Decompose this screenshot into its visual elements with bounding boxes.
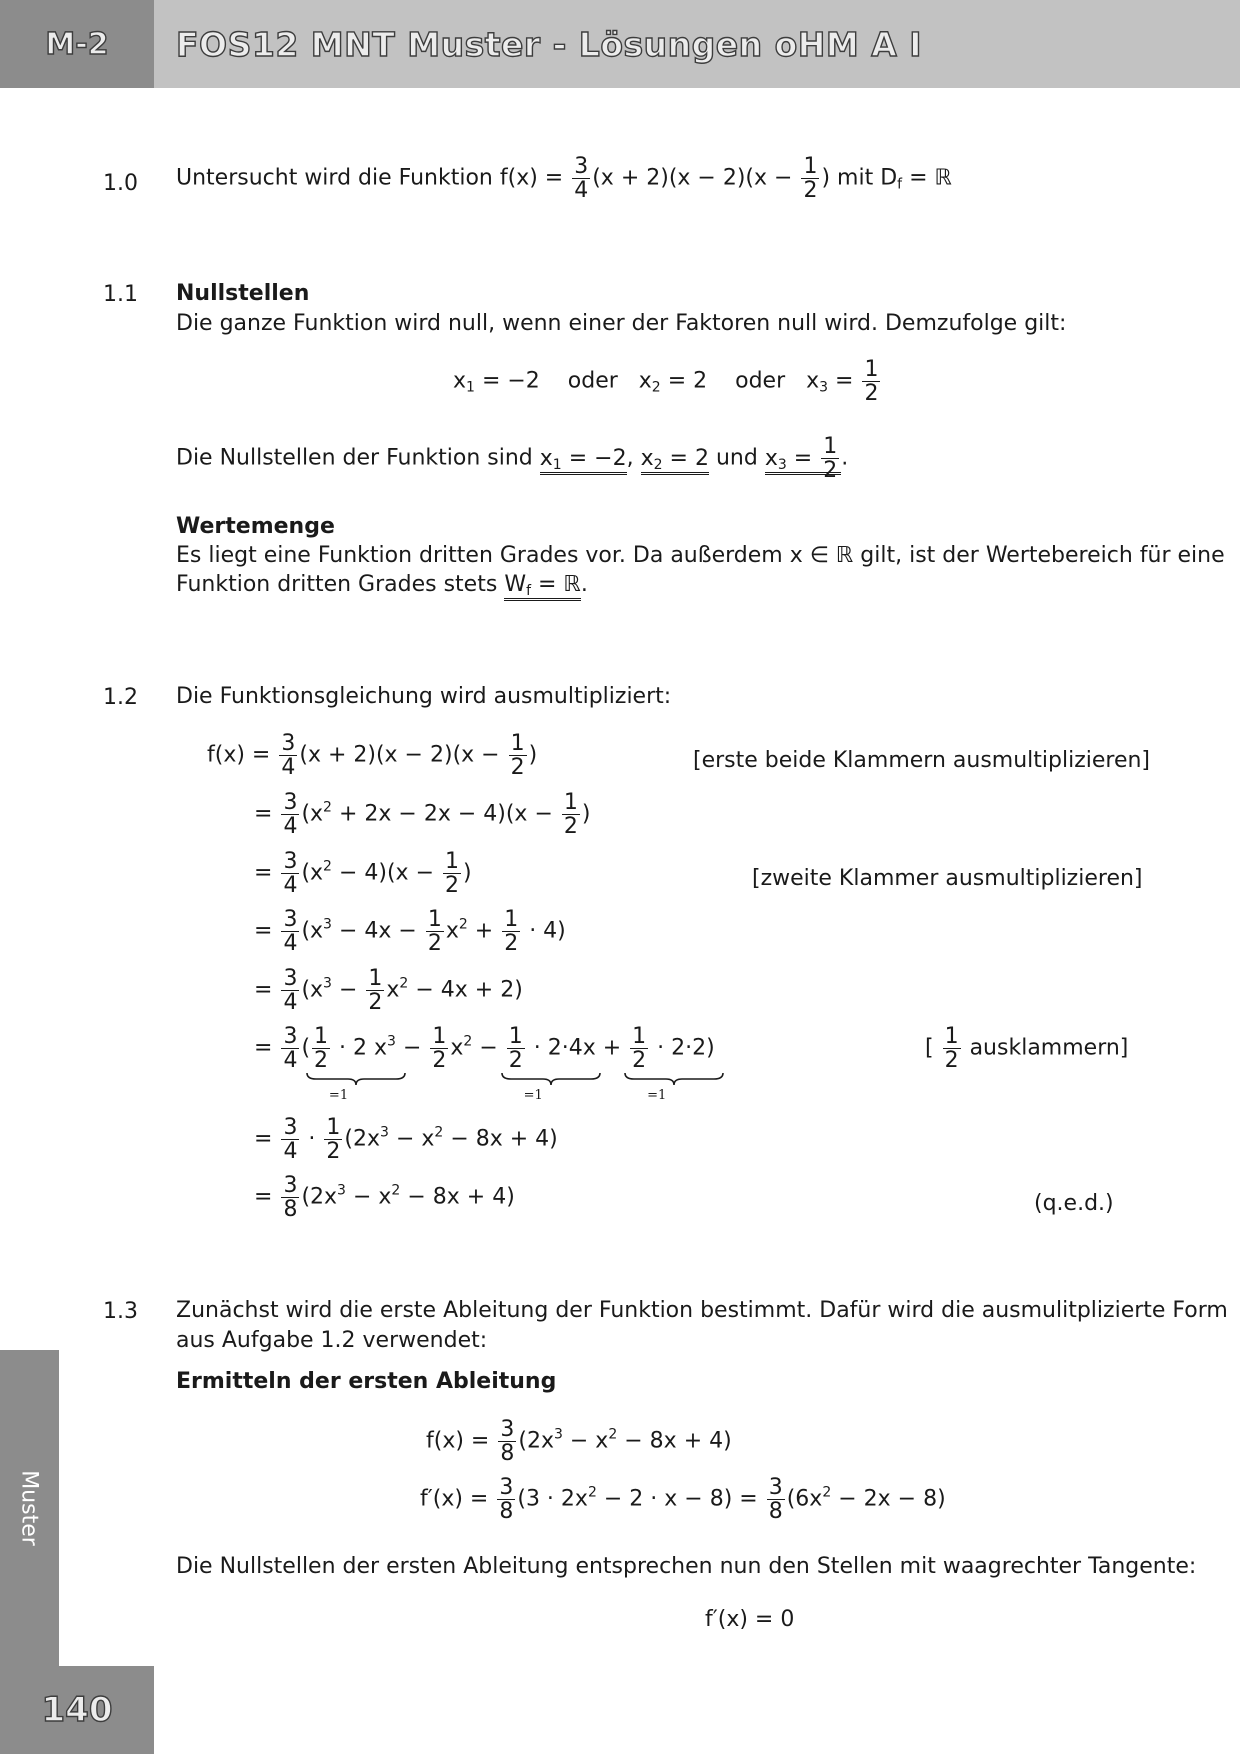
first-derivative: f′(x) = $\frac{3}{8}$ $(3 \cdot 2x^2 - 2 \cdot x - 8)$ = $\frac{3}{8}$ $(6x^2 - 2x - 8)$ bbox=[420, 1475, 946, 1525]
note-qed: (q.e.d.) bbox=[1034, 1191, 1114, 1216]
derivation-line-3: = $\frac{3}{4}$ $(x^2 - 4)(x$ − $\frac{1}{2}$ ) bbox=[254, 849, 472, 899]
derivation-line-2: = $\frac{3}{4}$ $(x^2 + 2x - 2x - 4)(x$ − $\frac{1}{2}$ ) bbox=[254, 790, 591, 840]
page-number: 140 bbox=[41, 1690, 113, 1730]
section-number-1-3: 1.3 bbox=[103, 1299, 138, 1324]
chapter-tag-label: M-2 bbox=[45, 26, 109, 62]
ableitung-outro: Die Nullstellen der ersten Ableitung entsprechen nun den Stellen mit waagrechter Tangente: bbox=[176, 1554, 1197, 1579]
header-bar bbox=[154, 0, 1240, 88]
derivation-line-5: = $\frac{3}{4}$ ($x^3$ − $\frac{1}{2}$ $x^2 - 4x + 2$) bbox=[254, 966, 523, 1016]
note-ausklammern: [ $\frac{1}{2}$ ausklammern] bbox=[925, 1024, 1129, 1074]
derivation-line-8: = $\frac{3}{8}$ $(2x^3 - x^2 - 8x + 4)$ bbox=[254, 1173, 515, 1223]
function-definition: Untersucht wird die Funktion f(x) = $\frac{3}{4}$ (x + 2)(x − 2)(x − $\frac{1}{2}$ ) mit $D_f$ = ℝ bbox=[176, 154, 952, 204]
zeros-result-prefix: Die Nullstellen der Funktion sind bbox=[176, 445, 533, 471]
derivation-line-7: = $\frac{3}{4}$ · $\frac{1}{2}$ $(2x^3 - x^2 - 8x + 4)$ bbox=[254, 1115, 558, 1165]
page-number-box bbox=[0, 1666, 154, 1754]
note-erste-klammern: [erste beide Klammern ausmultiplizieren] bbox=[693, 748, 1151, 773]
derivation-line-6: = $\frac{3}{4}$ ( $\frac{1}{2}$ · 2 =1 $x^3$ − $\frac{1}{2}$ $x^2$ − $\frac{1}{2}$ · 2 =1 ·4x + $\frac{1}{2}$ · 2 =1 ·2) bbox=[254, 1025, 715, 1072]
wertemenge-line-2: Funktion dritten Grades stets $W_f$ = ℝ. bbox=[176, 572, 588, 599]
function-expanded: f(x) = $\frac{3}{8}$ $(2x^3 - x^2 - 8x + 4)$ bbox=[426, 1417, 732, 1467]
note-zweite-klammer: [zweite Klammer ausmultiplizieren] bbox=[752, 866, 1143, 891]
derivative-zero-equation: f′(x) = 0 bbox=[705, 1607, 795, 1632]
section-number-1-2: 1.2 bbox=[103, 685, 138, 710]
underbrace-group-2: $\frac{1}{2}$ · 2 =1 bbox=[505, 1025, 562, 1072]
heading-wertemenge: Wertemenge bbox=[176, 514, 335, 539]
derivation-line-1: f(x) = $\frac{3}{4}$ (x + 2)(x − 2)(x − $\frac{1}{2}$ ) bbox=[207, 731, 538, 781]
section-number-1-1: 1.1 bbox=[103, 282, 138, 307]
nullstellen-text: Die ganze Funktion wird null, wenn einer der Faktoren null wird. Demzufolge gilt: bbox=[176, 311, 1067, 336]
wertemenge-line-1: Es liegt eine Funktion dritten Grades vor. Da außerdem x ∈ ℝ gilt, ist der Wertebereich für eine bbox=[176, 543, 1225, 568]
section-number-1-0: 1.0 bbox=[103, 171, 138, 196]
underbrace-group-1: $\frac{1}{2}$ · 2 =1 bbox=[310, 1025, 367, 1072]
zeros-result: Die Nullstellen der Funktion sind $x_1 = -2$, $x_2 = 2$ und $x_3$ = $\frac{1}{2}$ . bbox=[176, 434, 849, 484]
ableitung-intro-line-1: Zunächst wird die erste Ableitung der Funktion bestimmt. Dafür wird die ausmulitplizierte Form bbox=[176, 1298, 1228, 1323]
heading-erste-ableitung: Ermitteln der ersten Ableitung bbox=[176, 1369, 557, 1394]
derivation-line-4: = $\frac{3}{4}$ ($x^3 - 4x$ − $\frac{1}{2}$ $x^2$ + $\frac{1}{2}$ · 4) bbox=[254, 907, 566, 957]
heading-nullstellen: Nullstellen bbox=[176, 281, 310, 306]
sidebar-label: Muster bbox=[16, 1470, 42, 1546]
zeros-equation: $x_1 = -2$ oder $x_2 = 2$ oder $x_3$ = $\frac{1}{2}$ bbox=[453, 357, 879, 407]
ableitung-intro-line-2: aus Aufgabe 1.2 verwendet: bbox=[176, 1328, 488, 1353]
page-title: FOS12 MNT Muster - Lösungen oHM A I bbox=[176, 24, 923, 64]
ausmultiplizieren-intro: Die Funktionsgleichung wird ausmultipliziert: bbox=[176, 684, 672, 709]
chapter-tag bbox=[0, 0, 154, 88]
underbrace-group-3: $\frac{1}{2}$ · 2 =1 bbox=[628, 1025, 685, 1072]
intro-text: Untersucht wird die Funktion bbox=[176, 165, 493, 191]
